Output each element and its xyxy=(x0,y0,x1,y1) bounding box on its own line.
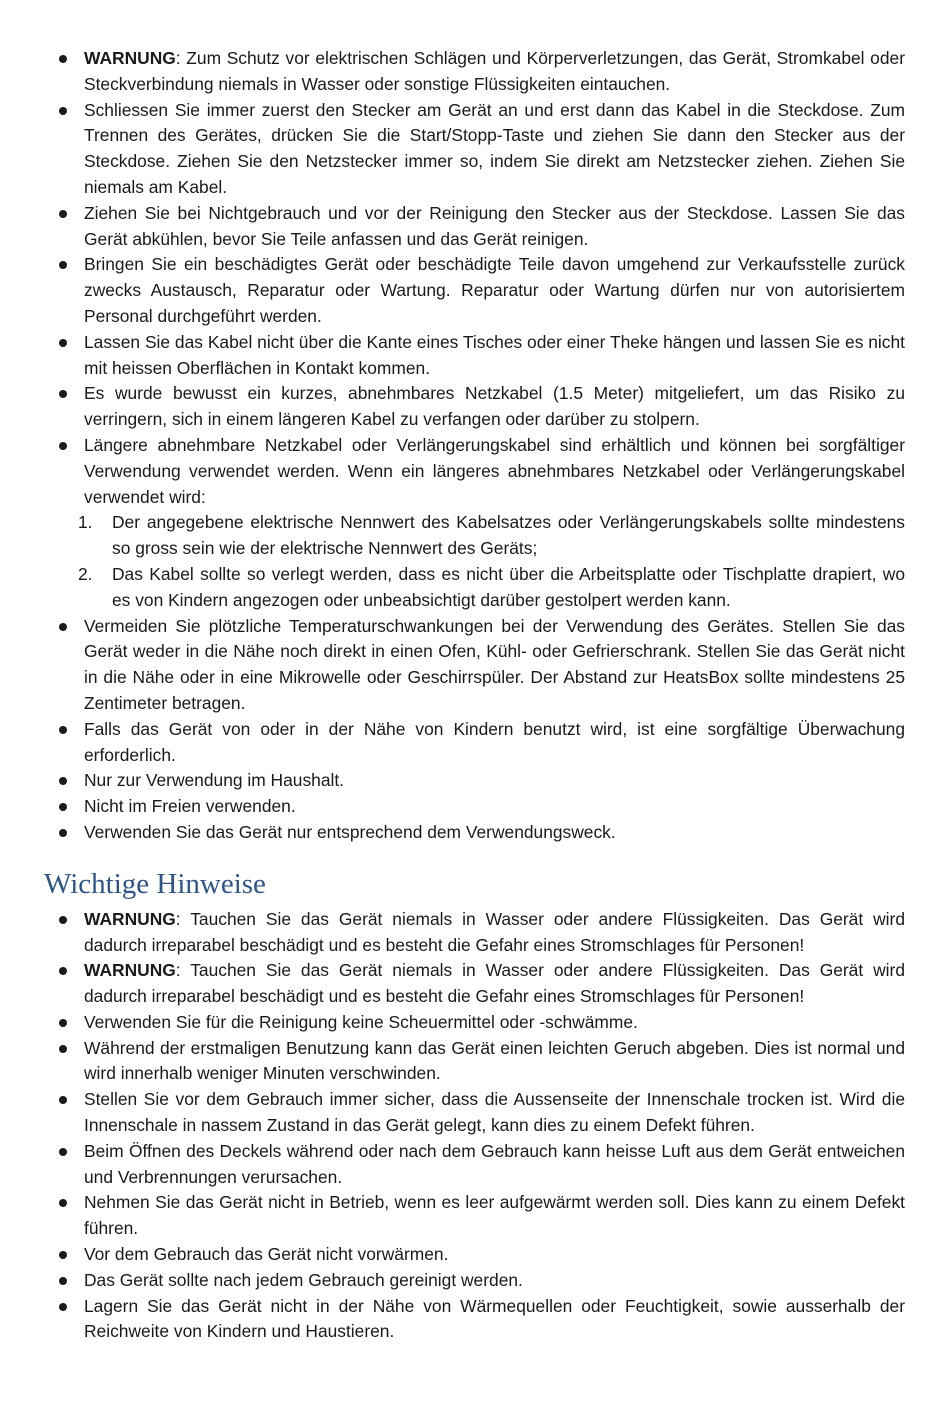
list-item-text: Lagern Sie das Gerät nicht in der Nähe von Wärmequellen oder Feuchtigkeit, sowie ausserhalb der Reichweite von Kindern und Haustieren. xyxy=(84,1295,905,1342)
list-item xyxy=(48,381,905,433)
list-item-text: Das Gerät sollte nach jedem Gebrauch gereinigt werden. xyxy=(84,1269,523,1290)
list-item-text: Nur zur Verwendung im Haushalt. xyxy=(84,770,345,791)
notes-list xyxy=(48,907,905,1346)
list-item xyxy=(48,98,905,201)
list-item-text: Längere abnehmbare Netzkabel oder Verlängerungskabel sind erhältlich und können bei sorgfältiger Verwendung verwendet werden. Wenn ein längeres abnehmbares Netzkabel oder Verlängerungskabel verwendet wird: xyxy=(84,434,905,507)
list-item-text: Bringen Sie ein beschädigtes Gerät oder beschädigte Teile davon umgehend zur Verkaufsstelle zurück zwecks Austausch, Reparatur oder Wartung. Reparatur oder Wartung dürfen nur von autorisiertem Personal durchgeführt werden. xyxy=(84,254,905,326)
list-item xyxy=(48,1010,905,1036)
list-item-text: : Tauchen Sie das Gerät niemals in Wasser oder andere Flüssigkeiten. Das Gerät wird dadurch irreparabel beschädigt und es besteht die Gefahr eines Stromschlages für Personen! xyxy=(84,960,905,1007)
list-item xyxy=(48,1268,905,1294)
list-item xyxy=(48,1087,905,1139)
numbered-item-text: Das Kabel sollte so verlegt werden, dass es nicht über die Arbeitsplatte oder Tischplatte drapiert, wo es von Kindern angezogen oder unbeabsichtigt darüber gestolpert werden kann. xyxy=(112,563,905,610)
list-item-text: Stellen Sie vor dem Gebrauch immer sicher, dass die Aussenseite der Innenschale trocken ist. Wird die Innenschale in nassem Zustand in das Gerät gelegt, kann dies zu einem Defekt führen. xyxy=(84,1089,905,1136)
list-item xyxy=(48,820,905,846)
list-item xyxy=(48,201,905,253)
list-item-text: Beim Öffnen des Deckels während oder nach dem Gebrauch kann heisse Luft aus dem Gerät entweichen und Verbrennungen verursachen. xyxy=(84,1140,905,1187)
item-number: 1. xyxy=(78,512,93,533)
safety-list xyxy=(48,46,905,846)
list-item-text: Vor dem Gebrauch das Gerät nicht vorwärmen. xyxy=(84,1244,449,1265)
list-item xyxy=(48,1190,905,1242)
list-item xyxy=(48,794,905,820)
list-item-text: : Zum Schutz vor elektrischen Schlägen und Körperverletzungen, das Gerät, Stromkabel oder Steckverbindung niemals in Wasser oder sonstige Flüssigkeiten eintauchen. xyxy=(84,48,905,94)
list-item xyxy=(48,1036,905,1088)
warning-label: WARNUNG xyxy=(84,48,176,68)
list-item-text: Lassen Sie das Kabel nicht über die Kante eines Tisches oder einer Theke hängen und lassen Sie es nicht mit heissen Oberflächen in Kontakt kommen. xyxy=(84,331,905,378)
list-item-text: Falls das Gerät von oder in der Nähe von Kindern benutzt wird, ist eine sorgfältige Überwachung erforderlich. xyxy=(84,718,905,765)
list-item xyxy=(48,768,905,794)
list-item-text: Verwenden Sie für die Reinigung keine Scheuermittel oder -schwämme. xyxy=(84,1011,638,1032)
list-item-text: Nehmen Sie das Gerät nicht in Betrieb, wenn es leer aufgewärmt werden soll. Dies kann zu einem Defekt führen. xyxy=(84,1192,905,1239)
list-item xyxy=(48,1139,905,1191)
list-item-text: Es wurde bewusst ein kurzes, abnehmbares Netzkabel (1.5 Meter) mitgeliefert, um das Risiko zu verringern, sich in einem längeren Kabel zu verfangen oder darüber zu stolpern. xyxy=(84,383,905,430)
warning-label: WARNUNG xyxy=(84,908,176,929)
numbered-item xyxy=(78,562,905,614)
item-number: 2. xyxy=(78,563,93,584)
list-item-text: Verwenden Sie das Gerät nur entsprechend dem Verwendungsweck. xyxy=(84,821,616,842)
list-item-text: Ziehen Sie bei Nichtgebrauch und vor der Reinigung den Stecker aus der Steckdose. Lassen Sie das Gerät abkühlen, bevor Sie Teile anfassen und das Gerät reinigen. xyxy=(84,202,905,249)
list-item xyxy=(48,907,905,959)
numbered-item xyxy=(78,510,905,562)
list-item xyxy=(48,1242,905,1268)
list-item xyxy=(48,46,905,98)
list-item xyxy=(48,433,905,614)
numbered-item-text: Der angegebene elektrische Nennwert des Kabelsatzes oder Verlängerungskabels sollte mindestens so gross sein wie der elektrische Nennwert des Geräts; xyxy=(112,512,905,559)
list-item xyxy=(48,252,905,329)
list-item xyxy=(48,1294,905,1346)
list-item xyxy=(48,614,905,717)
list-item-text: : Tauchen Sie das Gerät niemals in Wasser oder andere Flüssigkeiten. Das Gerät wird dadurch irreparabel beschädigt und es besteht die Gefahr eines Stromschlages für Personen! xyxy=(84,908,905,955)
list-item-text: Nicht im Freien verwenden. xyxy=(84,796,296,817)
section-heading: Wichtige Hinweise xyxy=(44,867,266,900)
list-item-text: Während der erstmaligen Benutzung kann das Gerät einen leichten Geruch abgeben. Dies ist normal und wird innerhalb weniger Minuten verschwinden. xyxy=(84,1037,905,1084)
warning-label: WARNUNG xyxy=(84,960,176,981)
list-item xyxy=(48,958,905,1010)
list-item-text: Schliessen Sie immer zuerst den Stecker am Gerät an und erst dann das Kabel in die Steckdose. Zum Trennen des Gerätes, drücken Sie die Start/Stopp-Taste und ziehen Sie dann den Stecker aus der Steckdose. Ziehen Sie den Netzstecker immer so, indem Sie direkt am Netzstecker ziehen. Ziehen Sie niemals am Kabel. xyxy=(84,99,905,197)
list-item-text: Vermeiden Sie plötzliche Temperaturschwankungen bei der Verwendung des Gerätes. Stellen Sie das Gerät weder in die Nähe noch direkt in einen Ofen, Kühl- oder Gefrierschrank. Stellen Sie das Gerät nicht in die Nähe oder in eine Mikrowelle oder Geschirrspüler. Der Abstand zur HeatsBox sollte mindestens 25 Zentimeter betragen. xyxy=(84,615,905,713)
list-item xyxy=(48,717,905,769)
list-item xyxy=(48,330,905,382)
numbered-sublist xyxy=(78,510,905,613)
